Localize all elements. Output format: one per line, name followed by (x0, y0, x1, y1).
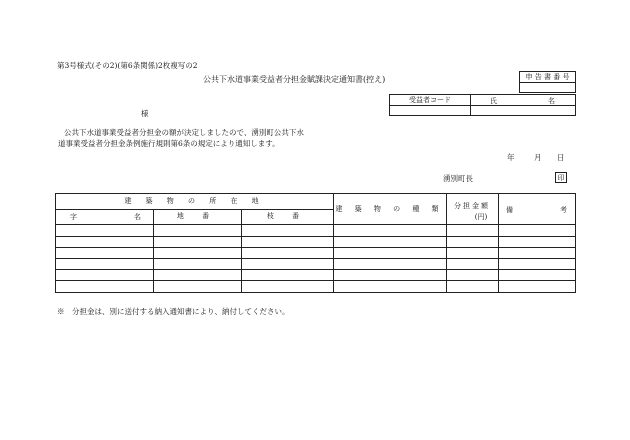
issuer-name: 湧別町長 (443, 174, 473, 183)
date-year: 年 (507, 153, 515, 162)
table-row (56, 280, 575, 281)
addressee-honorific: 様 (141, 109, 149, 118)
application-number-label: 申 告 書 番 号 (520, 72, 575, 83)
beneficiary-code-label: 受益者コード (390, 95, 471, 106)
name-label-cell (470, 95, 575, 106)
name-label-left: 氏 (490, 97, 497, 105)
building-table (55, 193, 576, 293)
aza-header (56, 209, 154, 224)
application-number-box (519, 71, 576, 93)
seal-mark: 印 (555, 172, 567, 183)
building-type-header: 建 築 物 の 種 類 (333, 194, 447, 224)
location-header: 建 築 物 の 所 在 地 (56, 194, 334, 210)
aza-label-right: 名 (134, 213, 141, 221)
amount-unit: (円) (474, 213, 488, 221)
document-title: 公共下水道事業受益者分担金賦課決定通知書(控え) (203, 75, 386, 84)
name-label-right: 名 (548, 97, 555, 105)
table-row (56, 258, 575, 259)
amount-header-cell (446, 194, 499, 224)
form-number: 第3号様式(その2)(第6条関係)2枚複写の2 (57, 61, 198, 70)
table-row (56, 247, 575, 248)
beneficiary-box (389, 94, 576, 116)
footnote: ※ 分担金は、別に送付する納入通知書により、納付してください。 (57, 307, 290, 316)
remarks-header (498, 194, 575, 224)
amount-header: 分担金額 (454, 202, 490, 210)
notice-text-line1: 公共下水道事業受益者分担金の額が決定しましたので、湧別町公共下水 (64, 128, 304, 137)
notice-text-line2: 道事業受益者分担金条例施行規則第6条の規定により通知します。 (58, 139, 280, 148)
aza-label-left: 字 (70, 213, 77, 221)
table-row (56, 269, 575, 270)
chiban-header: 地 番 (153, 209, 242, 224)
date-month: 月 (534, 153, 542, 162)
remarks-label-left: 備 (506, 206, 513, 214)
table-row (56, 236, 575, 237)
code-divider (470, 105, 471, 115)
date-day: 日 (557, 153, 565, 162)
remarks-label-right: 考 (560, 206, 567, 214)
edaban-header: 枝 番 (241, 209, 334, 224)
